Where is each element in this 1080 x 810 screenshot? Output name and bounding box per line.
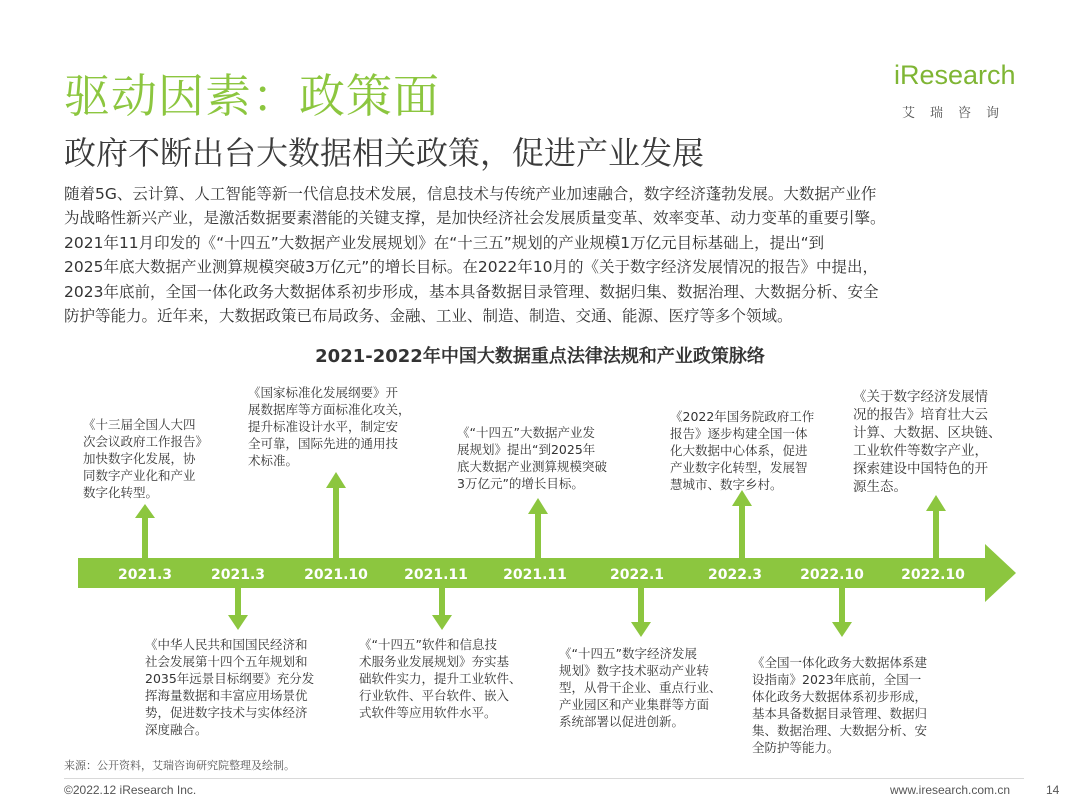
event-line: 全防护等能力。 xyxy=(752,740,840,755)
intro-paragraph xyxy=(64,182,1029,328)
event-line: 社会发展第十四个五年规划和 xyxy=(145,654,308,669)
event-line: 况的报告》培育壮大云 xyxy=(853,407,988,423)
arrow-up-icon xyxy=(528,498,548,558)
arrow-up-icon xyxy=(926,495,946,558)
website-link[interactable]: www.iresearch.com.cn xyxy=(890,783,1011,797)
event-line: 《十三届全国人大四 xyxy=(83,417,196,432)
arrow-up-icon xyxy=(326,472,346,558)
timeline-date: 2021.11 xyxy=(404,567,468,583)
arrow-down-icon xyxy=(228,588,248,630)
timeline-event-above xyxy=(853,388,1002,496)
arrow-down-icon xyxy=(832,588,852,637)
event-line: 式软件等应用软件水平。 xyxy=(359,705,497,720)
logo-subtext: 艾瑞咨询 xyxy=(902,106,1015,121)
event-line: 展数据库等方面标准化攻关， xyxy=(248,402,411,417)
timeline-date: 2022.3 xyxy=(707,567,763,583)
timeline-event-below xyxy=(145,636,314,738)
intro-line: 2025年底大数据产业测算规模突破3万亿元”的增长目标。在2022年10月的《关于数字经济发展情况的报告》中提出， xyxy=(64,258,879,277)
event-line: 加快数字化发展，协 xyxy=(83,451,196,466)
timeline-event-below xyxy=(359,636,522,721)
event-line: 行业软件、平台软件、嵌入 xyxy=(359,688,510,703)
event-line: 计算、大数据、区块链、 xyxy=(853,425,1002,441)
event-line: 数字化转型。 xyxy=(83,485,159,500)
event-line: 规划》数字技术驱动产业转 xyxy=(559,663,710,678)
event-line: 系统部署以促进创新。 xyxy=(559,714,685,729)
event-line: 《全国一体化政务大数据体系建 xyxy=(752,655,928,670)
event-line: 展规划》提出“到2025年 xyxy=(457,442,596,457)
event-line: 设指南》2023年底前，全国一 xyxy=(752,672,922,687)
event-line: 术服务业发展规划》夯实基 xyxy=(359,654,510,669)
logo-text: iResearch xyxy=(894,60,1016,90)
timeline-date: 2022.1 xyxy=(609,567,665,583)
timeline-title: 2021-2022年中国大数据重点法律法规和产业政策脉络 xyxy=(315,346,765,367)
timeline-date: 2021.3 xyxy=(117,567,173,583)
source-note: 来源：公开资料，艾瑞咨询研究院整理及绘制。 xyxy=(64,759,295,772)
timeline-event-below xyxy=(559,645,722,730)
intro-line: 2021年11月印发的《“十四五”大数据产业发展规划》在“十三五”规划的产业规模1万亿元目标基础上，提出“到 xyxy=(64,233,825,252)
event-line: 《关于数字经济发展情 xyxy=(853,389,988,405)
event-line: 《2022年国务院政府工作 xyxy=(670,409,815,424)
intro-line: 防护等能力。近年来，大数据政策已布局政务、金融、工业、制造、制造、交通、能源、医疗等多个领域。 xyxy=(64,307,793,326)
event-line: 产业数字化转型，发展智 xyxy=(670,460,808,475)
event-line: 慧城市、数字乡村。 xyxy=(670,477,783,492)
event-line: 底大数据产业测算规模突破 xyxy=(457,459,608,474)
intro-line: 随着5G、云计算、人工智能等新一代信息技术发展，信息技术与传统产业加速融合，数字经济蓬勃发展。大数据产业作 xyxy=(64,185,877,203)
event-line: 产业园区和产业集群等方面 xyxy=(559,697,710,712)
event-line: 《“十四五”数字经济发展 xyxy=(559,646,697,661)
event-line: 次会议政府工作报告》 xyxy=(83,434,209,449)
event-line: 源生态。 xyxy=(853,479,907,495)
timeline-event-above xyxy=(457,424,607,492)
page-title: 驱动因素：政策面 xyxy=(64,69,440,123)
down-arrows xyxy=(228,588,852,637)
page-subtitle: 政府不断出台大数据相关政策，促进产业发展 xyxy=(64,134,705,172)
arrow-up-icon xyxy=(135,504,155,558)
event-line: 术标准。 xyxy=(248,453,299,468)
event-line: 基本具备数据目录管理、数据归 xyxy=(752,706,928,721)
event-line: 全可靠，国际先进的通用技 xyxy=(248,436,399,451)
event-line: 体化政务大数据体系初步形成， xyxy=(752,689,928,704)
page-number: 14 xyxy=(1046,783,1060,797)
timeline-date: 2021.10 xyxy=(304,567,368,583)
timeline-event-above xyxy=(83,416,208,501)
intro-line: 2023年底前，全国一体化政务大数据体系初步形成，基本具备数据目录管理、数据归集、数据治理、大数据分析、安全 xyxy=(64,282,879,301)
event-line: 《“十四五”大数据产业发 xyxy=(457,425,595,440)
event-line: 提升标准设计水平，制定安 xyxy=(248,419,399,434)
event-line: 探索建设中国特色的开 xyxy=(853,461,988,477)
arrow-down-icon xyxy=(432,588,452,630)
event-line: 挥海量数据和丰富应用场景优 xyxy=(145,688,308,703)
event-line: 《“十四五”软件和信息技 xyxy=(359,637,497,652)
event-line: 工业软件等数字产业， xyxy=(853,443,988,459)
event-line: 报告》逐步构建全国一体 xyxy=(670,426,808,441)
event-line: 2035年远景目标纲要》充分发 xyxy=(145,671,315,686)
timeline-event-above xyxy=(670,408,814,493)
event-line: 础软件实力，提升工业软件、 xyxy=(359,671,522,686)
timeline-event-above xyxy=(248,384,411,469)
arrow-up-icon xyxy=(732,490,752,558)
event-line: 深度融合。 xyxy=(145,722,208,737)
timeline-date: 2021.11 xyxy=(503,567,567,583)
copyright-text: ©2022.12 iResearch Inc. xyxy=(64,783,197,797)
event-line: 同数字产业化和产业 xyxy=(83,468,196,483)
event-line: 型，从骨干企业、重点行业、 xyxy=(559,680,722,695)
timeline-date: 2022.10 xyxy=(800,567,864,583)
event-line: 《中华人民共和国国民经济和 xyxy=(145,637,308,652)
intro-line: 为战略性新兴产业，是激活数据要素潜能的关键支撑，是加快经济社会发展质量变革、效率变革、动力变革的重要引擎。 xyxy=(64,209,886,228)
event-line: 势，促进数字技术与实体经济 xyxy=(145,705,308,720)
iresearch-logo xyxy=(890,56,1030,126)
event-line: 《国家标准化发展纲要》开 xyxy=(248,385,399,400)
timeline-event-below xyxy=(752,654,927,756)
event-line: 集、数据治理、大数据分析、安 xyxy=(752,723,928,738)
timeline-date: 2021.3 xyxy=(210,567,266,583)
event-line: 化大数据中心体系，促进 xyxy=(670,443,808,458)
footer-divider xyxy=(64,778,1024,779)
event-line: 3万亿元”的增长目标。 xyxy=(457,476,584,491)
arrow-down-icon xyxy=(631,588,651,637)
timeline-date: 2022.10 xyxy=(901,567,965,583)
